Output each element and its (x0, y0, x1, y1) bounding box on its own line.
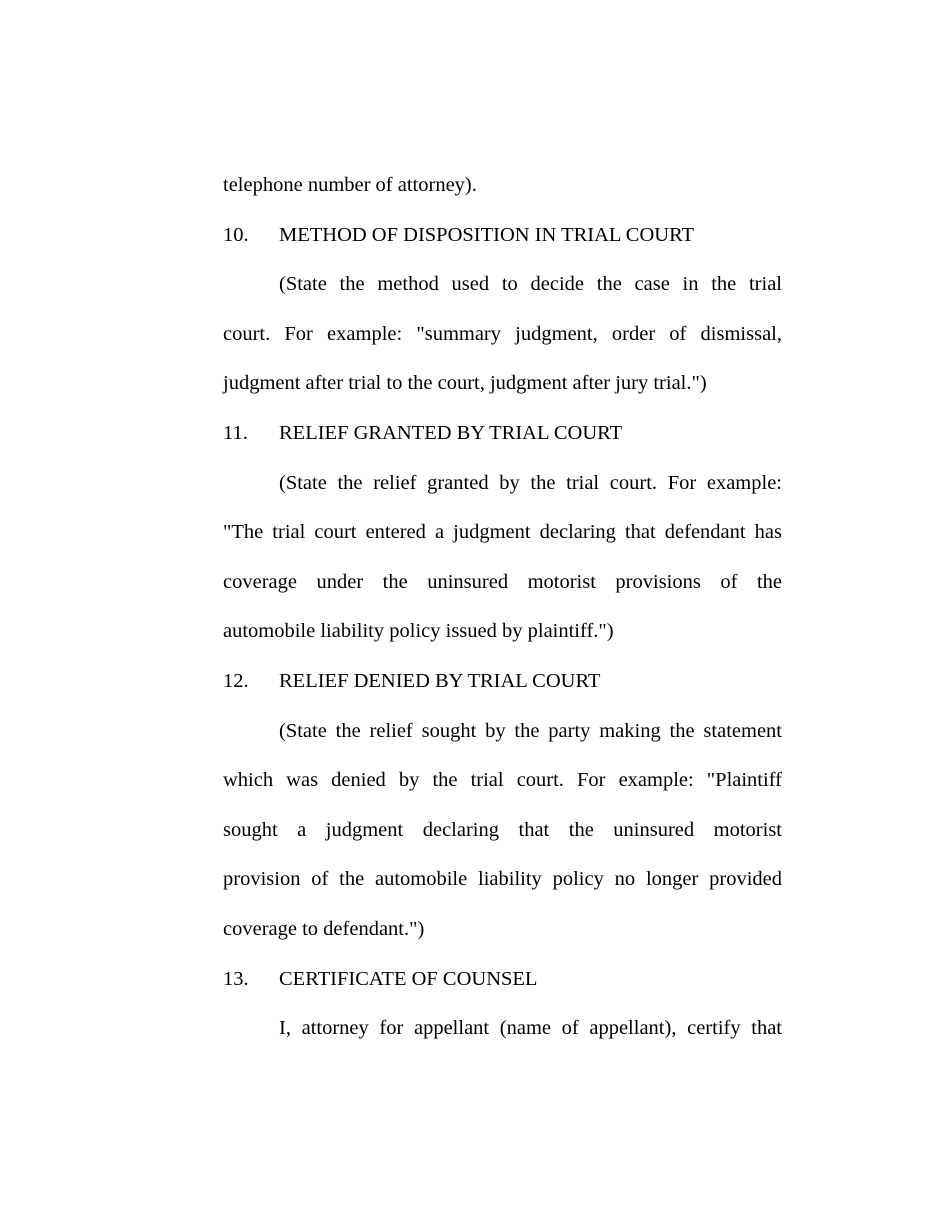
paragraph-line: "The trial court entered a judgment declaring that defendant has (223, 521, 782, 544)
section-heading (223, 955, 782, 1005)
continuation-line: telephone number of attorney). (223, 174, 477, 196)
section-number: 12. (223, 669, 249, 692)
section-heading (223, 211, 782, 261)
paragraph-line: (State the method used to decide the case in the trial (279, 273, 782, 296)
paragraph-line: which was denied by the trial court. For example: "Plaintiff (223, 769, 782, 792)
paragraph-line: coverage to defendant.") (223, 917, 425, 940)
section-number: 11. (223, 421, 248, 444)
paragraph-line: court. For example: "summary judgment, order of dismissal, (223, 322, 782, 345)
section-heading (223, 409, 782, 459)
section-number: 13. (223, 967, 249, 990)
paragraph-line: I, attorney for appellant (name of appellant), certify that (279, 1017, 782, 1040)
paragraph-line: provision of the automobile liability policy no longer provided (223, 868, 782, 891)
section-number: 10. (223, 223, 249, 246)
section-title: RELIEF GRANTED BY TRIAL COURT (279, 421, 623, 444)
section-title: RELIEF DENIED BY TRIAL COURT (279, 669, 601, 692)
paragraph-line: (State the relief sought by the party making the statement (279, 719, 782, 742)
document-body (223, 161, 782, 1054)
section-title: CERTIFICATE OF COUNSEL (279, 967, 538, 990)
section-title: METHOD OF DISPOSITION IN TRIAL COURT (279, 223, 695, 246)
paragraph-line: automobile liability policy issued by plaintiff.") (223, 620, 614, 643)
paragraph-line: coverage under the uninsured motorist provisions of the (223, 570, 782, 593)
paragraph-line: (State the relief granted by the trial court. For example: (279, 471, 782, 494)
paragraph-line: sought a judgment declaring that the uninsured motorist (223, 818, 782, 841)
section-heading (223, 657, 782, 707)
paragraph-line: judgment after trial to the court, judgment after jury trial.") (223, 372, 707, 395)
